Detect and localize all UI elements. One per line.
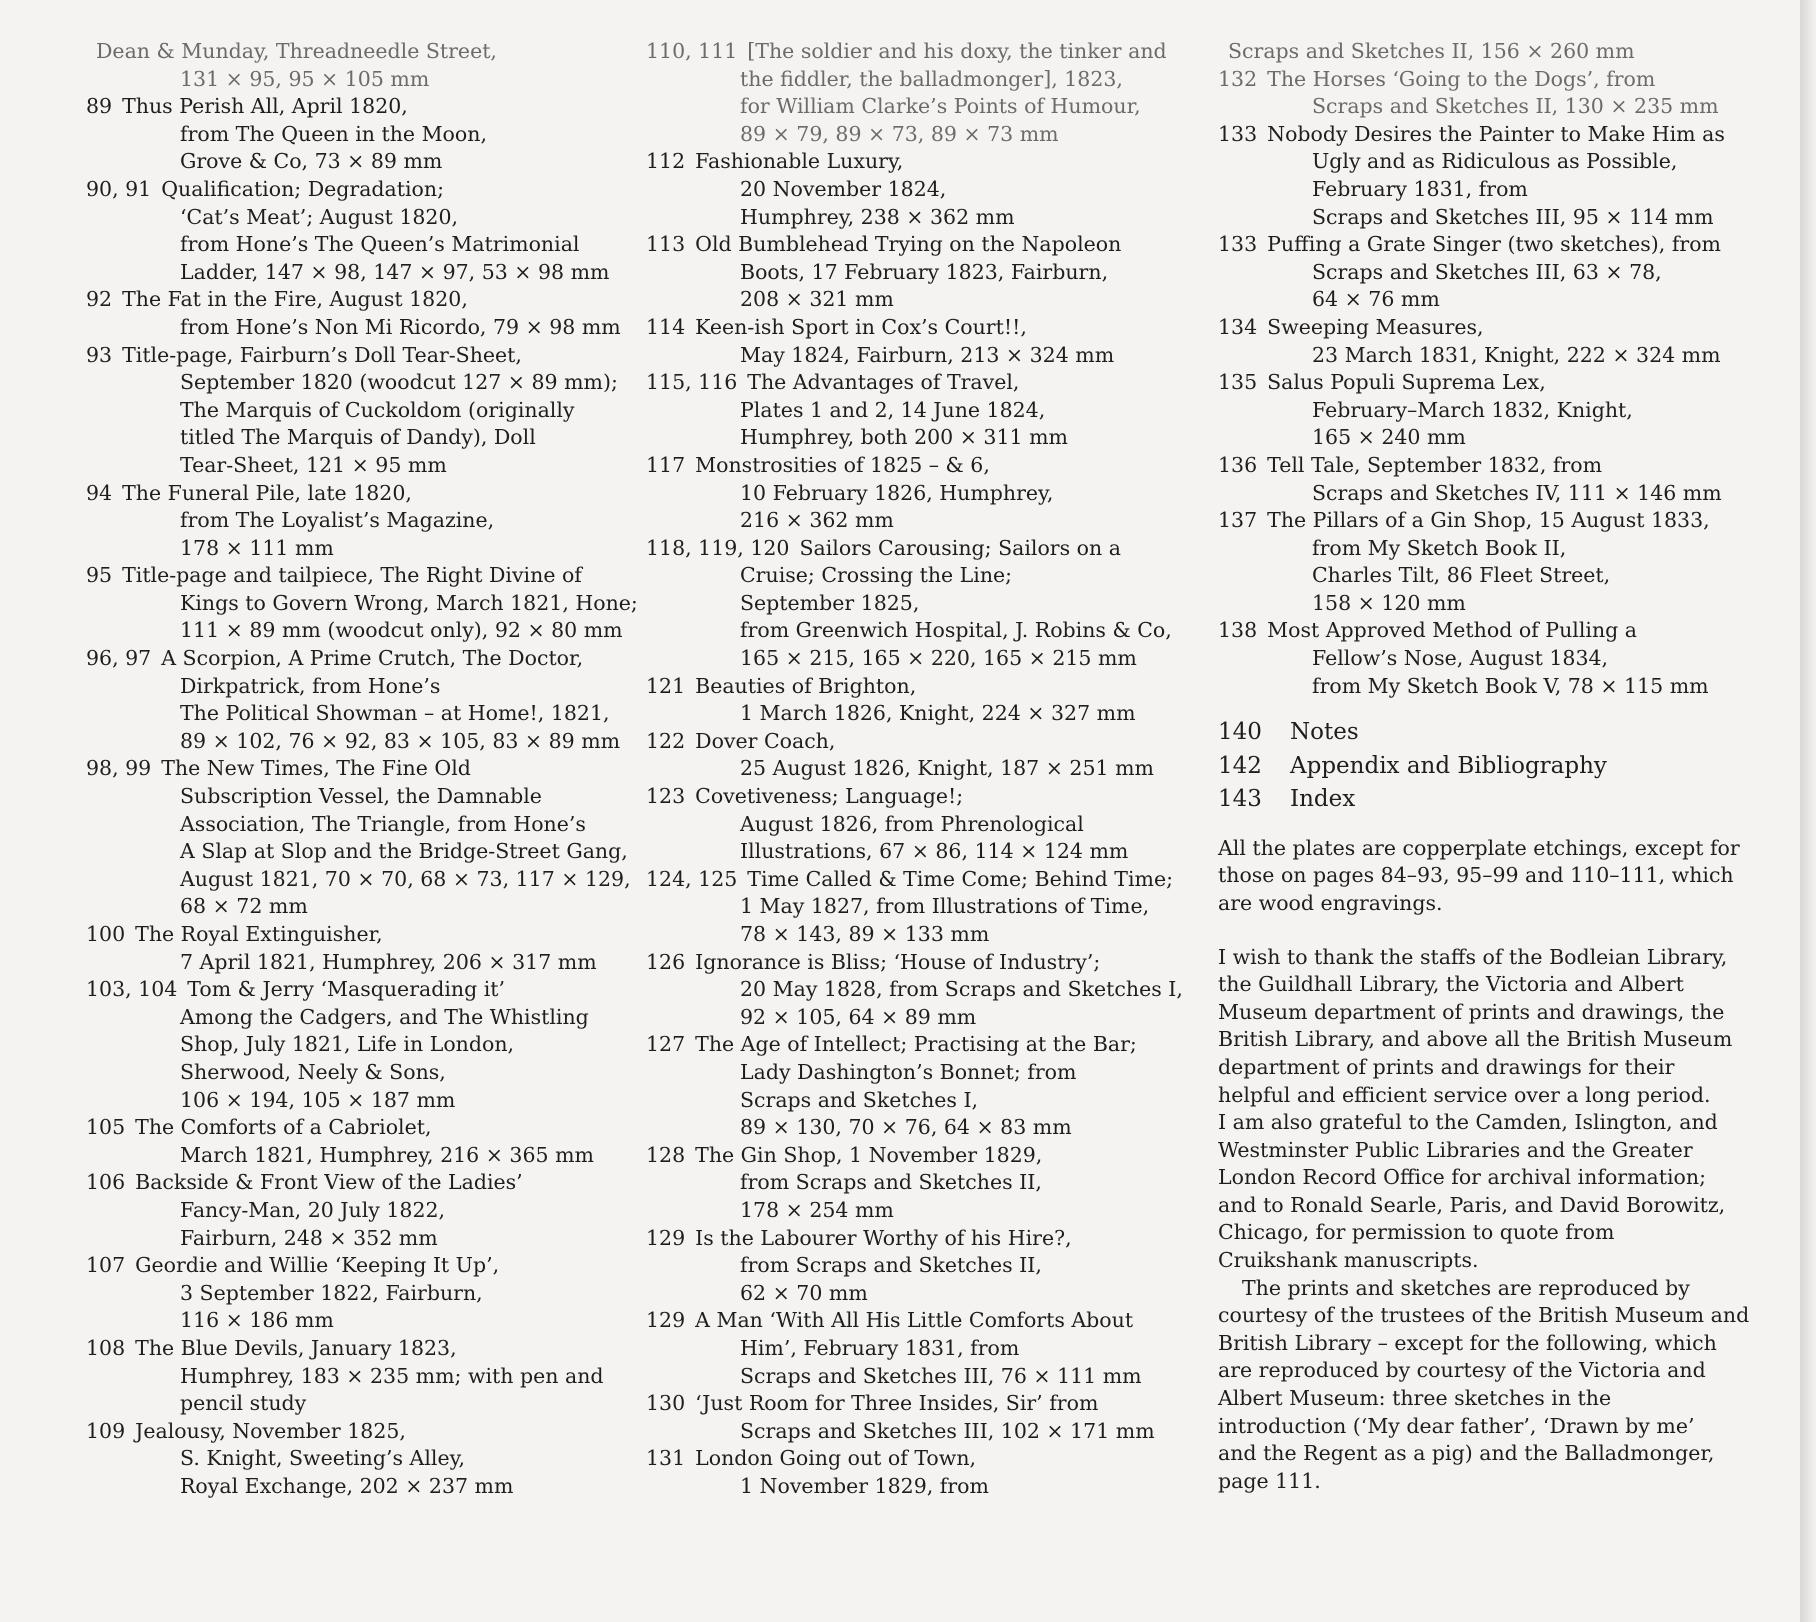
- plate-number: 123: [646, 784, 686, 809]
- plate-number: 134: [1218, 314, 1258, 339]
- entry-detail-line: February–March 1832, Knight,: [1312, 397, 1633, 422]
- acknowledgements-line: Chicago, for permission to quote from: [1218, 1220, 1615, 1245]
- plate-entry: [646, 231, 1206, 314]
- acknowledgements-line: Museum department of prints and drawings, the: [1218, 999, 1725, 1024]
- entry-title-line: Jealousy, November 1825,: [135, 1418, 406, 1443]
- entry-title-line: [The soldier and his doxy, the tinker and: [747, 39, 1167, 63]
- entry-detail-line: from Hone’s The Queen’s Matrimonial: [180, 232, 580, 257]
- entry-detail-line: 10 February 1826, Humphrey,: [740, 480, 1054, 505]
- reproduction-courtesy-line: introduction (‘My dear father’, ‘Drawn by me’: [1218, 1413, 1695, 1438]
- reproduction-courtesy-line: The prints and sketches are reproduced by: [1242, 1275, 1690, 1300]
- entry-first-line: [96, 38, 646, 66]
- entry-first-line: [646, 369, 1206, 397]
- entry-detail-line: Lady Dashington’s Bonnet; from: [740, 1059, 1077, 1084]
- plate-entry: [646, 1390, 1206, 1445]
- entry-title-line: The Pillars of a Gin Shop, 15 August 1833,: [1267, 508, 1710, 533]
- entry-detail-line: Cruise; Crossing the Line;: [740, 563, 1013, 588]
- entry-detail-line: Ugly and as Ridiculous as Possible,: [1312, 149, 1678, 174]
- plate-entry: [646, 1445, 1206, 1500]
- contents-row: [1218, 750, 1738, 784]
- entry-detail-line: 20 November 1824,: [740, 176, 947, 201]
- entry-first-line: [646, 1307, 1206, 1335]
- entry-first-line: [86, 921, 646, 949]
- entry-detail-line: 208 × 321 mm: [740, 287, 894, 312]
- plate-number: 103, 104: [86, 977, 178, 1002]
- entry-first-line: [1218, 121, 1738, 149]
- page-edge: [1800, 0, 1816, 1622]
- plate-entry: [646, 673, 1206, 728]
- acknowledgements-line: I am also grateful to the Camden, Islington, and: [1218, 1110, 1718, 1135]
- contents-label: Index: [1290, 786, 1356, 813]
- entry-detail-line: Plates 1 and 2, 14 June 1824,: [740, 397, 1046, 422]
- plate-number: 129: [646, 1225, 686, 1250]
- plate-number: 100: [86, 922, 126, 946]
- entry-detail-line: Sherwood, Neely & Sons,: [180, 1059, 446, 1084]
- plate-entry: [646, 452, 1206, 535]
- entry-detail-line: 92 × 105, 64 × 89 mm: [740, 1004, 977, 1029]
- entry-first-line: [86, 93, 646, 121]
- entry-detail-line: Humphrey, both 200 × 311 mm: [740, 425, 1068, 450]
- plate-number: 90, 91: [86, 176, 152, 201]
- entry-detail-line: Humphrey, 238 × 362 mm: [740, 204, 1015, 229]
- entry-detail-line: Grove & Co, 73 × 89 mm: [180, 149, 443, 174]
- entry-title-line: The Fat in the Fire, August 1820,: [122, 287, 468, 312]
- entry-title-line: London Going out of Town,: [695, 1446, 977, 1471]
- entry-title-line: The Gin Shop, 1 November 1829,: [695, 1142, 1043, 1167]
- entry-detail-line: August 1826, from Phrenological: [740, 811, 1084, 836]
- entry-title-line: Old Bumblehead Trying on the Napoleon: [695, 232, 1122, 257]
- entry-detail-line: Among the Cadgers, and The Whistling: [180, 1004, 589, 1029]
- plate-entry: [86, 562, 646, 645]
- entry-detail-line: Shop, July 1821, Life in London,: [180, 1032, 515, 1057]
- plate-entry: [646, 148, 1206, 231]
- acknowledgements-line: I wish to thank the staffs of the Bodleian Library,: [1218, 944, 1728, 969]
- entry-detail-line: 89 × 130, 70 × 76, 64 × 83 mm: [740, 1115, 1072, 1140]
- entry-detail-line: from My Sketch Book II,: [1312, 535, 1567, 560]
- entry-detail-line: 62 × 70 mm: [740, 1280, 868, 1305]
- plate-entry: [1218, 38, 1738, 66]
- acknowledgements-line: the Guildhall Library, the Victoria and Albert: [1218, 972, 1684, 997]
- entry-detail-line: 7 April 1821, Humphrey, 206 × 317 mm: [180, 949, 597, 974]
- plate-entry: [86, 755, 646, 921]
- entry-title-line: Tell Tale, September 1832, from: [1267, 452, 1603, 477]
- entry-detail-line: Him’, February 1831, from: [740, 1335, 1020, 1360]
- entry-detail-line: Illustrations, 67 × 86, 114 × 124 mm: [740, 839, 1129, 864]
- plate-entry: [86, 1169, 646, 1252]
- plate-number: 109: [86, 1418, 126, 1443]
- entry-detail-line: Kings to Govern Wrong, March 1821, Hone;: [180, 590, 638, 615]
- plate-number: 131: [646, 1446, 686, 1471]
- plate-entry: [86, 93, 646, 176]
- plate-entry: [86, 645, 646, 755]
- entry-first-line: [646, 1031, 1206, 1059]
- entry-detail-line: pencil study: [180, 1391, 307, 1416]
- plate-number: 130: [646, 1391, 686, 1416]
- entry-title-line: Dover Coach,: [695, 728, 836, 753]
- entry-first-line: [86, 645, 646, 673]
- plate-number: 113: [646, 232, 686, 257]
- plate-entry: [86, 1418, 646, 1501]
- entry-detail-line: 178 × 254 mm: [740, 1197, 894, 1222]
- entry-first-line: [646, 728, 1206, 756]
- entry-first-line: [1218, 314, 1738, 342]
- plate-entry: [86, 1114, 646, 1169]
- plate-number: 98, 99: [86, 756, 152, 781]
- entry-first-line: [86, 1169, 646, 1197]
- plate-entry: [646, 1225, 1206, 1308]
- entry-first-line: [646, 314, 1206, 342]
- entry-first-line: [86, 1252, 646, 1280]
- entry-title-line: The Royal Extinguisher,: [135, 922, 383, 946]
- entry-detail-line: from Scraps and Sketches II,: [740, 1253, 1042, 1278]
- plate-number: 135: [1218, 370, 1258, 395]
- plate-number: 137: [1218, 508, 1258, 533]
- acknowledgements-line: British Library, and above all the British Museum: [1218, 1027, 1733, 1052]
- entry-detail-line: February 1831, from: [1312, 176, 1528, 201]
- contents-label: Appendix and Bibliography: [1290, 752, 1607, 779]
- plate-entry: [1218, 231, 1738, 314]
- plate-entry: [86, 342, 646, 480]
- entry-first-line: [1228, 38, 1738, 66]
- entry-title-line: ‘Just Room for Three Insides, Sir’ from: [695, 1391, 1099, 1416]
- plate-number: 133: [1218, 232, 1258, 257]
- plate-number: 89: [86, 94, 113, 119]
- acknowledgements-line: Westminster Public Libraries and the Greater: [1218, 1137, 1693, 1162]
- entry-title-line: Thus Perish All, April 1820,: [122, 94, 408, 119]
- entry-detail-line: 68 × 72 mm: [180, 894, 308, 919]
- contents-page-number: 143: [1218, 786, 1262, 813]
- plate-number: 128: [646, 1142, 686, 1167]
- entry-first-line: [646, 452, 1206, 480]
- plate-entry: [646, 314, 1206, 369]
- entry-detail-line: Scraps and Sketches III, 76 × 111 mm: [740, 1363, 1142, 1388]
- plate-entry: [86, 176, 646, 286]
- plate-entry: [646, 866, 1206, 949]
- entry-detail-line: The Marquis of Cuckoldom (originally: [180, 397, 575, 422]
- plate-number: 122: [646, 728, 686, 753]
- entry-detail-line: 178 × 111 mm: [180, 535, 334, 560]
- plate-entry: [646, 1142, 1206, 1225]
- entry-detail-line: 131 × 95, 95 × 105 mm: [180, 66, 430, 91]
- entry-title-line: Beauties of Brighton,: [695, 673, 917, 698]
- entry-detail-line: S. Knight, Sweeting’s Alley,: [180, 1446, 465, 1471]
- plate-number: 96, 97: [86, 646, 152, 671]
- entry-detail-line: Royal Exchange, 202 × 237 mm: [180, 1473, 514, 1498]
- entry-detail-line: 1 November 1829, from: [740, 1473, 989, 1498]
- plate-number: 133: [1218, 121, 1258, 146]
- entry-title-line: The Advantages of Travel,: [747, 370, 1020, 395]
- entry-title-line: The Age of Intellect; Practising at the Bar;: [695, 1032, 1137, 1057]
- entry-detail-line: Fairburn, 248 × 352 mm: [180, 1225, 438, 1250]
- entry-detail-line: Ladder, 147 × 98, 147 × 97, 53 × 98 mm: [180, 259, 610, 284]
- entry-title-line: Puffing a Grate Singer (two sketches), from: [1267, 232, 1721, 257]
- entry-detail-line: the fiddler, the balladmonger], 1823,: [740, 66, 1123, 91]
- entry-title-line: Most Approved Method of Pulling a: [1267, 618, 1638, 643]
- entry-detail-line: 1 March 1826, Knight, 224 × 327 mm: [740, 701, 1136, 726]
- entry-first-line: [646, 1225, 1206, 1253]
- entry-detail-line: Subscription Vessel, the Damnable: [180, 784, 542, 809]
- plate-number: 112: [646, 149, 686, 174]
- plate-number: 115, 116: [646, 370, 738, 395]
- plate-entry: [86, 1335, 646, 1418]
- reproduction-courtesy-line: British Library – except for the following, which: [1218, 1330, 1717, 1355]
- plate-entry: [1218, 369, 1738, 452]
- entry-detail-line: Fellow’s Nose, August 1834,: [1312, 646, 1609, 671]
- entry-detail-line: 64 × 76 mm: [1312, 287, 1440, 312]
- entry-first-line: [86, 976, 646, 1004]
- contents-label: Notes: [1290, 719, 1359, 746]
- entry-detail-line: 25 August 1826, Knight, 187 × 251 mm: [740, 756, 1154, 781]
- entry-first-line: [646, 148, 1206, 176]
- entry-detail-line: Scraps and Sketches III, 95 × 114 mm: [1312, 204, 1714, 229]
- entry-first-line: [646, 949, 1206, 977]
- plate-number: 92: [86, 287, 113, 312]
- plate-number: 132: [1218, 66, 1258, 91]
- entry-detail-line: ‘Cat’s Meat’; August 1820,: [180, 204, 459, 229]
- entry-detail-line: 106 × 194, 105 × 187 mm: [180, 1087, 456, 1112]
- plate-entry: [1218, 314, 1738, 369]
- entry-detail-line: 165 × 215, 165 × 220, 165 × 215 mm: [740, 646, 1137, 671]
- entry-first-line: [646, 673, 1206, 701]
- plate-entry: [86, 38, 646, 93]
- entry-detail-line: 78 × 143, 89 × 133 mm: [740, 922, 990, 946]
- entry-detail-line: 89 × 102, 76 × 92, 83 × 105, 83 × 89 mm: [180, 728, 621, 753]
- plate-entry: [646, 38, 1206, 148]
- entry-detail-line: 116 × 186 mm: [180, 1308, 334, 1333]
- plate-number: 106: [86, 1170, 126, 1195]
- plate-entry: [646, 728, 1206, 783]
- acknowledgements-line: Cruikshank manuscripts.: [1218, 1248, 1479, 1273]
- plate-number: 117: [646, 452, 686, 477]
- entry-detail-line: Humphrey, 183 × 235 mm; with pen and: [180, 1363, 604, 1388]
- plates-note: [1218, 835, 1738, 918]
- entry-detail-line: 3 September 1822, Fairburn,: [180, 1280, 483, 1305]
- entry-title-line: Is the Labourer Worthy of his Hire?,: [695, 1225, 1072, 1250]
- plate-number: 118, 119, 120: [646, 535, 790, 560]
- plate-number: 121: [646, 673, 686, 698]
- column-2: [646, 38, 1206, 1500]
- plate-entry: [86, 286, 646, 341]
- plate-entry: [1218, 121, 1738, 231]
- entry-title-line: The Funeral Pile, late 1820,: [122, 480, 412, 505]
- plate-number: 94: [86, 480, 113, 505]
- entry-detail-line: from Scraps and Sketches II,: [740, 1170, 1042, 1195]
- entry-detail-line: Boots, 17 February 1823, Fairburn,: [740, 259, 1109, 284]
- entry-detail-line: 165 × 240 mm: [1312, 425, 1466, 450]
- entry-first-line: [1218, 231, 1738, 259]
- acknowledgements-line: helpful and efficient service over a long period.: [1218, 1082, 1711, 1107]
- entry-detail-line: from Greenwich Hospital, J. Robins & Co,: [740, 618, 1172, 643]
- plates-note-line: those on pages 84–93, 95–99 and 110–111, which: [1218, 863, 1734, 888]
- plate-entry: [1218, 66, 1738, 121]
- entry-detail-line: titled The Marquis of Dandy), Doll: [180, 425, 536, 450]
- entry-first-line: [86, 176, 646, 204]
- entry-title-line: Geordie and Willie ‘Keeping It Up’,: [135, 1253, 500, 1278]
- entry-detail-line: 89 × 79, 89 × 73, 89 × 73 mm: [740, 121, 1059, 146]
- entry-detail-line: March 1821, Humphrey, 216 × 365 mm: [180, 1142, 594, 1167]
- contents-row: [1218, 716, 1738, 750]
- entry-detail-line: Charles Tilt, 86 Fleet Street,: [1312, 563, 1611, 588]
- entry-detail-line: from The Queen in the Moon,: [180, 121, 487, 146]
- entry-first-line: [646, 783, 1206, 811]
- entry-first-line: [646, 38, 1206, 66]
- entry-title-line: The Comforts of a Cabriolet,: [135, 1115, 432, 1140]
- plate-number: 127: [646, 1032, 686, 1057]
- entry-detail-line: September 1825,: [740, 590, 920, 615]
- plate-number: 93: [86, 342, 113, 367]
- entry-detail-line: Fancy-Man, 20 July 1822,: [180, 1197, 446, 1222]
- entry-title-line: A Man ‘With All His Little Comforts About: [695, 1308, 1134, 1333]
- reproduction-courtesy: [1218, 1275, 1750, 1496]
- entry-title-line: The Blue Devils, January 1823,: [135, 1335, 457, 1360]
- entry-detail-line: Scraps and Sketches III, 63 × 78,: [1312, 259, 1662, 284]
- plate-number: 129: [646, 1308, 686, 1333]
- contents-row: [1218, 783, 1738, 817]
- entry-detail-line: from My Sketch Book V, 78 × 115 mm: [1312, 673, 1709, 698]
- plate-number: 114: [646, 314, 686, 339]
- entry-title-line: Time Called & Time Come; Behind Time;: [747, 866, 1174, 891]
- plate-entry: [86, 921, 646, 976]
- entry-title-line: A Scorpion, A Prime Crutch, The Doctor,: [161, 646, 584, 671]
- entry-title-line: Salus Populi Suprema Lex,: [1267, 370, 1546, 395]
- entry-title-line: The New Times, The Fine Old: [161, 756, 471, 781]
- column-3: [1218, 38, 1750, 1495]
- entry-detail-line: Scraps and Sketches IV, 111 × 146 mm: [1312, 480, 1722, 505]
- entry-detail-line: 216 × 362 mm: [740, 508, 894, 533]
- plate-number: 105: [86, 1115, 126, 1140]
- acknowledgements-line: and to Ronald Searle, Paris, and David Borowitz,: [1218, 1192, 1726, 1217]
- contents-page-number: 142: [1218, 752, 1262, 779]
- entry-detail-line: 111 × 89 mm (woodcut only), 92 × 80 mm: [180, 618, 623, 643]
- entry-detail-line: for William Clarke’s Points of Humour,: [740, 94, 1141, 119]
- entry-detail-line: The Political Showman – at Home!, 1821,: [180, 701, 610, 726]
- plate-number: 124, 125: [646, 866, 738, 891]
- contents-list: [1218, 716, 1738, 817]
- plate-entry: [1218, 507, 1738, 617]
- plate-entry: [646, 783, 1206, 866]
- entry-first-line: [646, 866, 1206, 894]
- entry-detail-line: May 1824, Fairburn, 213 × 324 mm: [740, 342, 1115, 367]
- entry-detail-line: Association, The Triangle, from Hone’s: [180, 811, 586, 836]
- plate-entry: [646, 1031, 1206, 1141]
- plate-number: 110, 111: [646, 39, 738, 63]
- entry-first-line: [646, 1390, 1206, 1418]
- entry-title-line: Scraps and Sketches II, 156 × 260 mm: [1228, 39, 1635, 63]
- column-1: [86, 38, 646, 1500]
- entry-first-line: [86, 1114, 646, 1142]
- entry-first-line: [86, 562, 646, 590]
- entry-detail-line: 23 March 1831, Knight, 222 × 324 mm: [1312, 342, 1721, 367]
- entry-detail-line: Tear-Sheet, 121 × 95 mm: [180, 452, 447, 477]
- entry-title-line: Monstrosities of 1825 – & 6,: [695, 452, 990, 477]
- entry-detail-line: August 1821, 70 × 70, 68 × 73, 117 × 129,: [180, 866, 631, 891]
- entry-detail-line: from The Loyalist’s Magazine,: [180, 508, 495, 533]
- entry-detail-line: Scraps and Sketches III, 102 × 171 mm: [740, 1418, 1155, 1443]
- plate-entry: [1218, 617, 1738, 700]
- entry-title-line: Nobody Desires the Painter to Make Him as: [1267, 121, 1725, 146]
- entry-first-line: [1218, 369, 1738, 397]
- reproduction-courtesy-line: are reproduced by courtesy of the Victoria and: [1218, 1358, 1706, 1383]
- reproduction-courtesy-line: and the Regent as a pig) and the Balladmonger,: [1218, 1441, 1715, 1466]
- plates-note-line: are wood engravings.: [1218, 890, 1443, 915]
- entry-title-line: Title-page, Fairburn’s Doll Tear-Sheet,: [122, 342, 522, 367]
- plates-note-line: All the plates are copperplate etchings, except for: [1218, 835, 1740, 860]
- entry-detail-line: 1 May 1827, from Illustrations of Time,: [740, 894, 1150, 919]
- plate-number: 136: [1218, 452, 1258, 477]
- reproduction-courtesy-line: courtesy of the trustees of the British Museum and: [1218, 1303, 1750, 1328]
- entry-title-line: The Horses ‘Going to the Dogs’, from: [1267, 66, 1656, 91]
- entry-first-line: [86, 480, 646, 508]
- plate-entry: [646, 369, 1206, 452]
- entry-first-line: [86, 1335, 646, 1363]
- plate-entry: [86, 976, 646, 1114]
- contents-page-number: 140: [1218, 719, 1262, 746]
- entry-title-line: Dean & Munday, Threadneedle Street,: [96, 39, 497, 63]
- plate-number: 138: [1218, 618, 1258, 643]
- entry-title-line: Sweeping Measures,: [1267, 314, 1484, 339]
- plate-entry: [646, 1307, 1206, 1390]
- entry-detail-line: Scraps and Sketches II, 130 × 235 mm: [1312, 94, 1719, 119]
- entry-title-line: Keen-ish Sport in Cox’s Court!!,: [695, 314, 1027, 339]
- entry-title-line: Covetiveness; Language!;: [695, 784, 964, 809]
- reproduction-courtesy-line: page 111.: [1218, 1468, 1321, 1493]
- acknowledgements-line: London Record Office for archival information;: [1218, 1165, 1707, 1190]
- acknowledgements-line: department of prints and drawings for their: [1218, 1054, 1675, 1079]
- entry-first-line: [86, 342, 646, 370]
- entry-first-line: [86, 286, 646, 314]
- entry-detail-line: 20 May 1828, from Scraps and Sketches I,: [740, 977, 1183, 1002]
- entry-first-line: [646, 535, 1206, 563]
- entry-first-line: [1218, 507, 1738, 535]
- entry-title-line: Backside & Front View of the Ladies’: [135, 1170, 523, 1195]
- entry-detail-line: September 1820 (woodcut 127 × 89 mm);: [180, 370, 618, 395]
- entry-title-line: Title-page and tailpiece, The Right Divine of: [122, 563, 582, 588]
- plate-entry: [86, 480, 646, 563]
- entry-first-line: [1218, 66, 1738, 94]
- entry-first-line: [86, 1418, 646, 1446]
- plate-number: 95: [86, 563, 113, 588]
- entry-detail-line: Scraps and Sketches I,: [740, 1087, 979, 1112]
- entry-title-line: Qualification; Degradation;: [161, 176, 445, 201]
- entry-title-line: Sailors Carousing; Sailors on a: [799, 535, 1121, 560]
- entry-first-line: [646, 1142, 1206, 1170]
- plate-entry: [86, 1252, 646, 1335]
- plate-number: 107: [86, 1253, 126, 1278]
- entry-first-line: [646, 1445, 1206, 1473]
- entry-detail-line: A Slap at Slop and the Bridge-Street Gang,: [180, 839, 628, 864]
- entry-first-line: [646, 231, 1206, 259]
- entry-first-line: [86, 755, 646, 783]
- entry-title-line: Ignorance is Bliss; ‘House of Industry’;: [695, 949, 1101, 974]
- entry-title-line: Fashionable Luxury,: [695, 149, 904, 174]
- entry-detail-line: from Hone’s Non Mi Ricordo, 79 × 98 mm: [180, 314, 621, 339]
- plate-entry: [1218, 452, 1738, 507]
- entry-detail-line: 158 × 120 mm: [1312, 590, 1466, 615]
- plate-number: 108: [86, 1335, 126, 1360]
- entry-title-line: Tom & Jerry ‘Masquerading it’: [187, 977, 506, 1002]
- acknowledgements: [1218, 944, 1738, 1275]
- plate-entry: [646, 949, 1206, 1032]
- plate-entry: [646, 535, 1206, 673]
- entry-detail-line: Dirkpatrick, from Hone’s: [180, 673, 441, 698]
- entry-first-line: [1218, 617, 1738, 645]
- plate-number: 126: [646, 949, 686, 974]
- entry-first-line: [1218, 452, 1738, 480]
- reproduction-courtesy-line: Albert Museum: three sketches in the: [1218, 1386, 1612, 1411]
